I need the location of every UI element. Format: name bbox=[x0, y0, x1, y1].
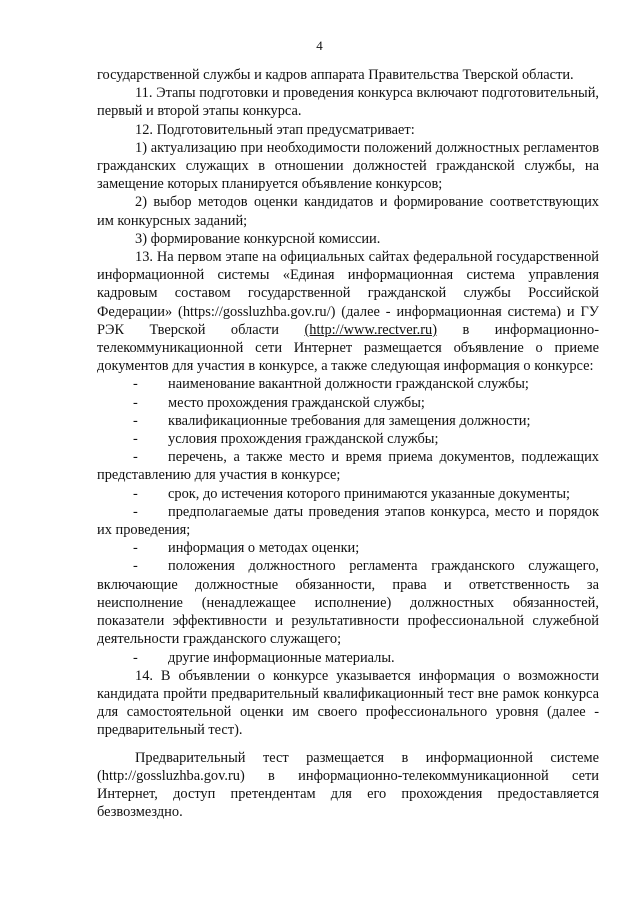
dash-item-text: условия прохождения гражданской службы; bbox=[168, 431, 439, 448]
dash-marker: - bbox=[133, 394, 138, 411]
dash-item-5 bbox=[97, 448, 599, 484]
paragraph-continuation: государственной службы и кадров аппарата Правительства Тверской области. bbox=[97, 67, 574, 83]
dash-item-3 bbox=[97, 412, 599, 430]
dash-item-7 bbox=[97, 503, 599, 539]
dash-item-text: информация о методах оценки; bbox=[168, 540, 360, 557]
dash-marker: - bbox=[133, 431, 138, 448]
dash-item-text: квалификационные требования для замещения должности; bbox=[168, 412, 531, 429]
paragraph-13-text-a: 13. На первом этапе на официальных сайтах федеральной государственной информационной системы «Единая информационная система управления кадровым составом государственной гражданской службы Российской Федерации» (https://gossluzhba.gov.ru/) (далее - информационная система) и ГУ РЭК Тверской области bbox=[97, 249, 599, 338]
dash-item-text: место прохождения гражданской службы; bbox=[168, 394, 425, 411]
dash-item-text: наименование вакантной должности гражданской службы; bbox=[168, 376, 529, 393]
dash-item-8 bbox=[97, 539, 599, 557]
dash-item-9 bbox=[97, 557, 599, 648]
dash-item-text: положения должностного регламента гражданского служащего, включающие должностные обязанности, права и ответственность за неисполнение (ненадлежащее исполнение) должностных обязанностей, показатели эффективности и результативности профессиональной служебной деятельности гражданского служащего; bbox=[97, 558, 599, 648]
dash-item-10 bbox=[97, 649, 599, 667]
paragraph-11: 11. Этапы подготовки и проведения конкурса включают подготовительный, первый и второй этапы конкурса. bbox=[97, 85, 599, 120]
dash-marker: - bbox=[133, 503, 138, 520]
list-item-12-3: 3) формирование конкурсной комиссии. bbox=[135, 230, 381, 247]
paragraph-12: 12. Подготовительный этап предусматривает: bbox=[135, 121, 415, 138]
dash-item-1 bbox=[97, 375, 599, 393]
dash-marker: - bbox=[133, 412, 138, 429]
dash-marker: - bbox=[133, 485, 138, 502]
dash-marker: - bbox=[133, 540, 138, 557]
dash-item-text: срок, до истечения которого принимаются указанные документы; bbox=[168, 485, 570, 502]
dash-item-4 bbox=[97, 430, 599, 448]
list-item-12-2: 2) выбор методов оценки кандидатов и формирование соответствующих им конкурсных заданий; bbox=[97, 194, 599, 229]
dash-item-text: перечень, а также место и время приема документов, подлежащих представлению для участия в конкурсе; bbox=[97, 449, 599, 484]
paragraph-13 bbox=[97, 248, 599, 375]
dash-item-2 bbox=[97, 394, 599, 412]
paragraph-15: Предварительный тест размещается в информационной системе (http://gossluzhba.gov.ru) в информационно-телекоммуникационной сети Интернет, доступ претендентам для его прохождения предоставляется безвозмездно. bbox=[97, 749, 599, 821]
dash-item-text: другие информационные материалы. bbox=[168, 649, 395, 666]
paragraph-14: 14. В объявлении о конкурсе указывается информация о возможности кандидата пройти предварительный квалификационный тест вне рамок конкурса для самостоятельной оценки им своего профессионального уровня (далее - предварительный тест). bbox=[97, 667, 599, 739]
dash-item-text: предполагаемые даты проведения этапов конкурса, место и порядок их проведения; bbox=[97, 503, 599, 539]
page-number: 4 bbox=[316, 38, 323, 53]
list-item-12-1: 1) актуализацию при необходимости положений должностных регламентов гражданских служащих в отношении должностей гражданской службы, на замещение которых планируется объявление конкурсов; bbox=[97, 139, 599, 193]
dash-marker: - bbox=[133, 376, 138, 393]
dash-marker: - bbox=[133, 649, 138, 666]
document-body bbox=[97, 66, 599, 821]
dash-marker: - bbox=[133, 449, 138, 466]
rectver-link[interactable]: (http://www.rectver.ru) bbox=[304, 321, 438, 338]
paragraph-13-text-b: в информационно-телекоммуникационной сети Интернет размещается объявление о приеме документов для участия в конкурсе, а также следующая информация о конкурсе: bbox=[97, 321, 599, 375]
dash-marker: - bbox=[133, 558, 138, 575]
dash-item-6 bbox=[97, 485, 599, 503]
